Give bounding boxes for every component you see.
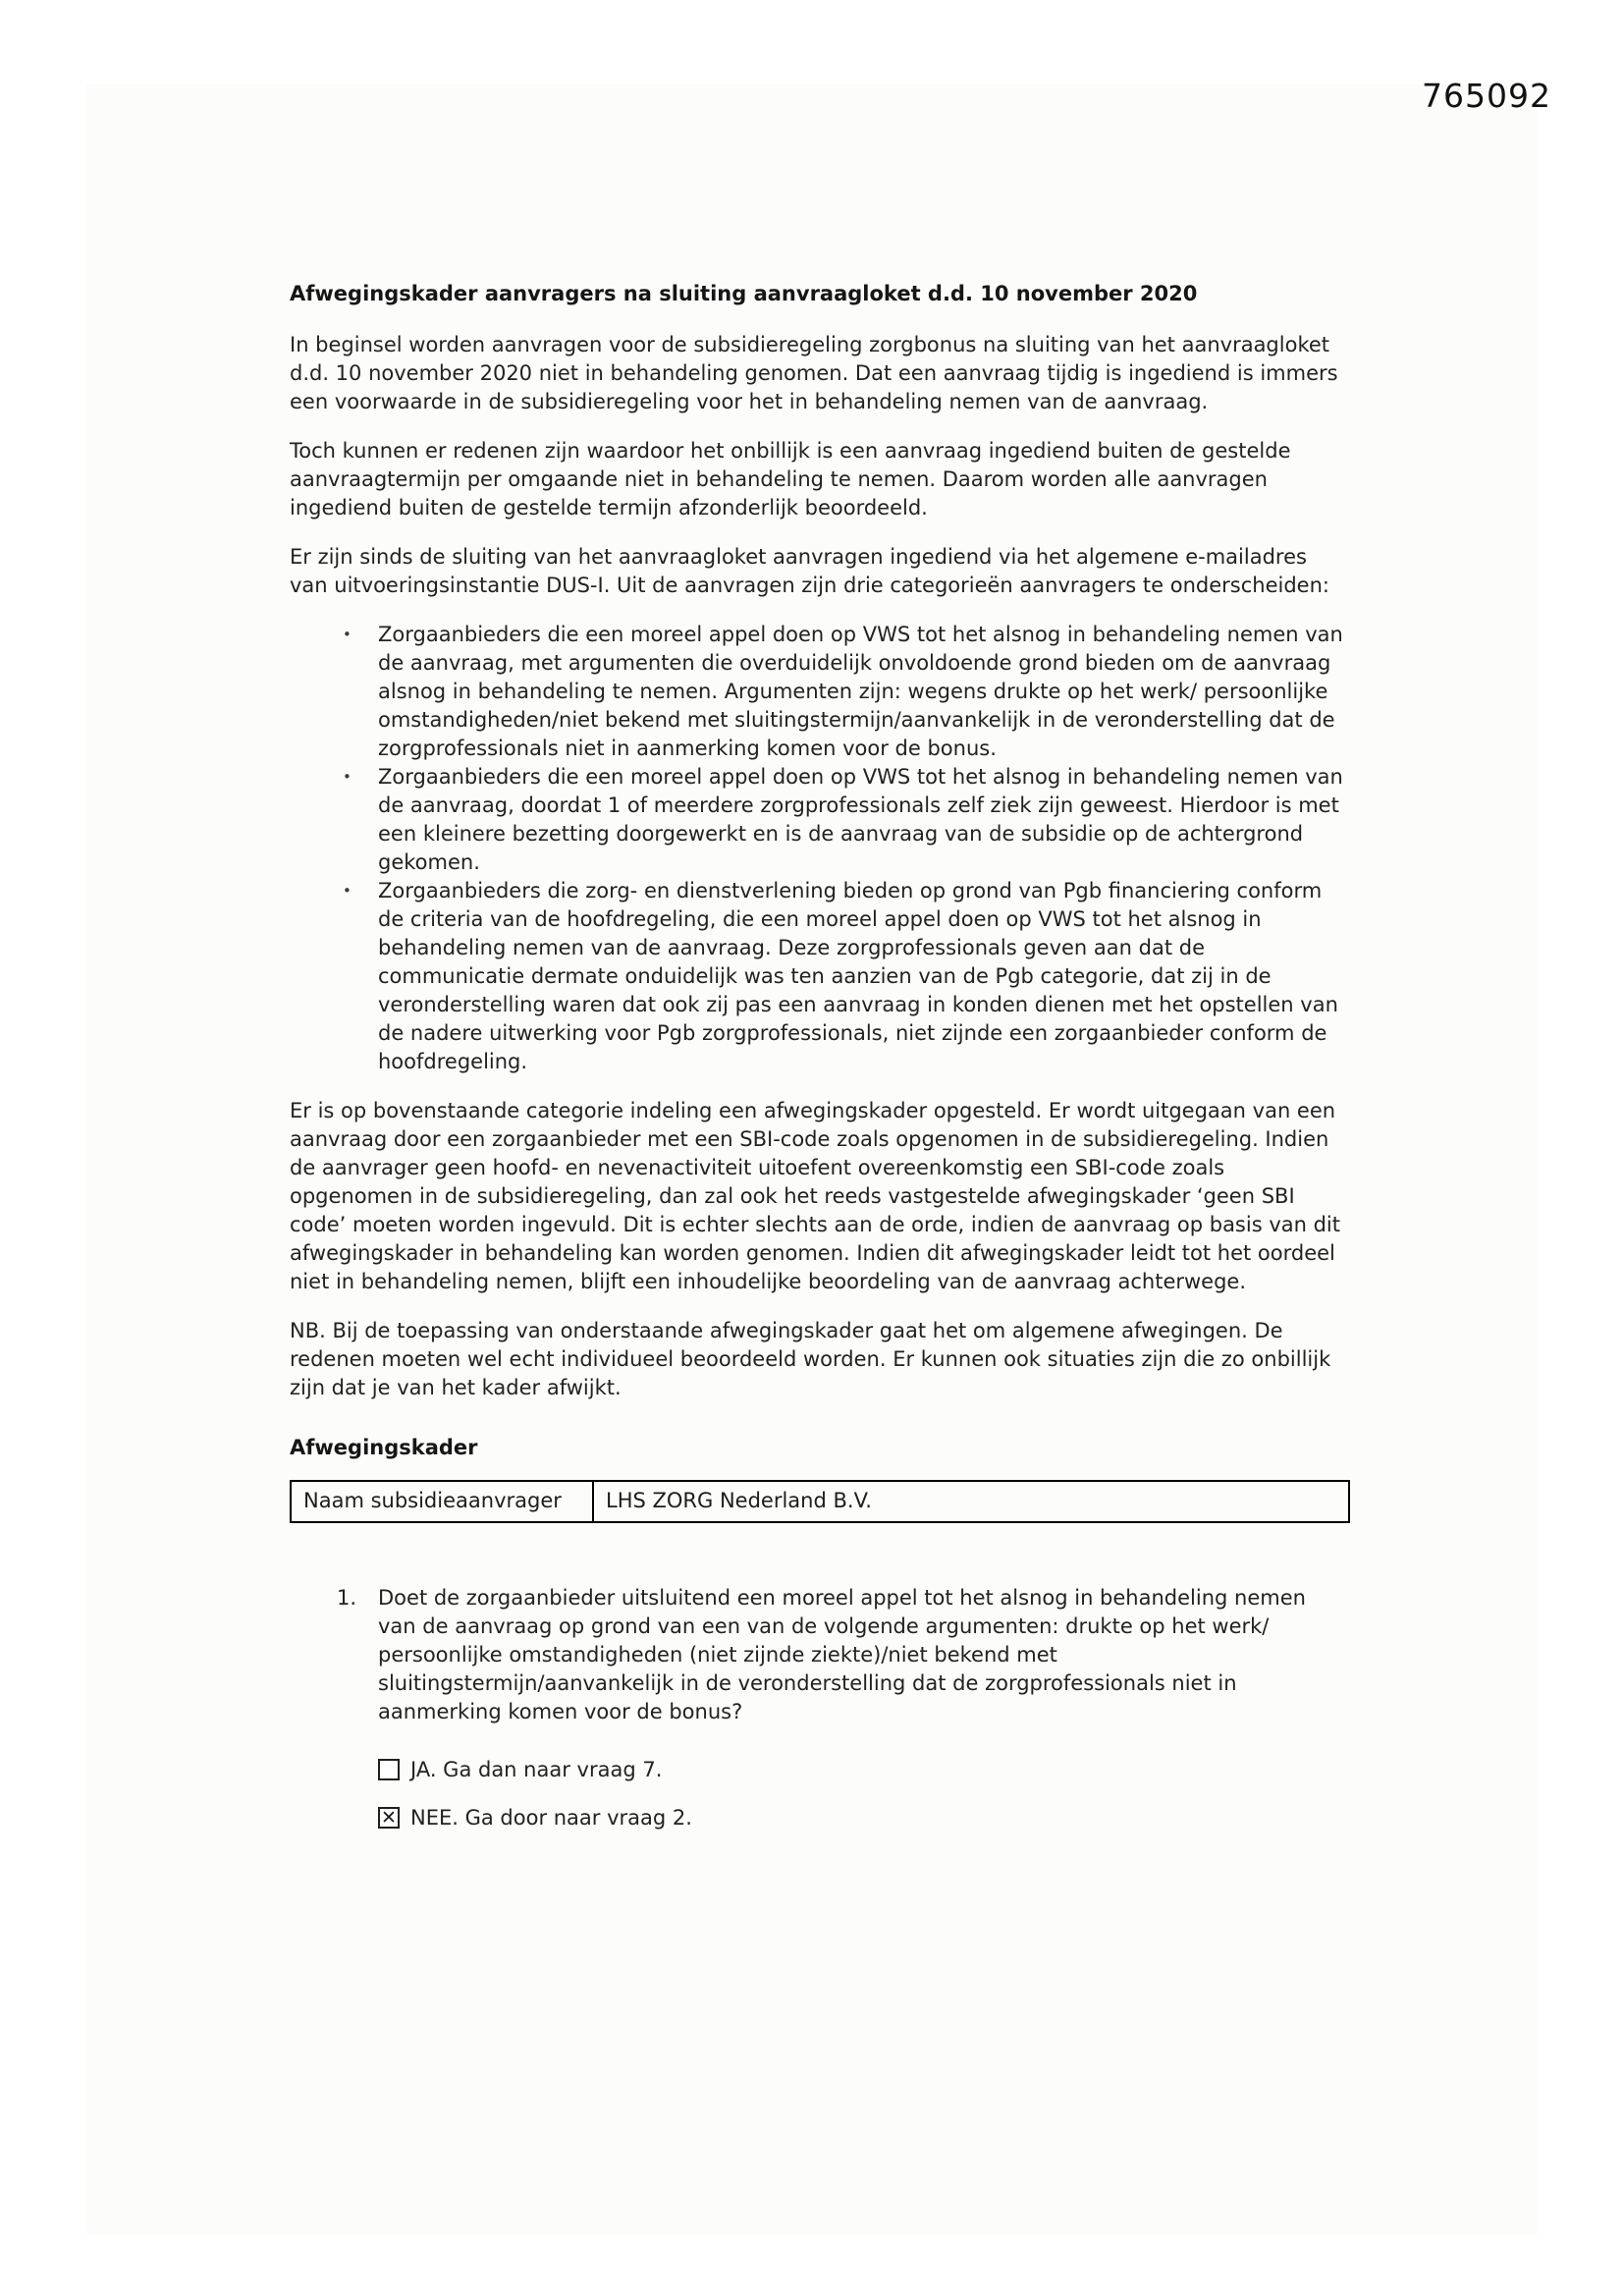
applicant-table [290, 1480, 1350, 1523]
bullet-icon: • [343, 768, 352, 786]
answer-option-ja [378, 1756, 1350, 1784]
section-heading: Afwegingskader [290, 1436, 478, 1459]
document-content [290, 280, 1350, 1852]
table-row [291, 1481, 1349, 1522]
list-item-text: Zorgaanbieders die zorg- en dienstverlening bieden op grond van Pgb financiering conform de criteria van de hoofdregeling, die een moreel appel doen op VWS tot het alsnog in behandeling nemen van de aanvraag. Deze zorgprofessionals geven aan dat de communicatie dermate onduidelijk was ten aanzien van de Pgb categorie, dat zij in de veronderstelling waren dat ook zij pas een aanvraag in konden dienen met het opstellen van de nadere uitwerking voor Pgb zorgprofessionals, niet zijnde een zorgaanbieder conform de hoofdregeling. [378, 879, 1338, 1073]
answer-label-nee: NEE. Ga door naar vraag 2. [410, 1806, 692, 1830]
question-1 [337, 1584, 1350, 1852]
category-list [290, 621, 1350, 1076]
paragraph-intro-2: Toch kunnen er redenen zijn waardoor het onbillijk is een aanvraag ingediend buiten de gestelde aanvraagtermijn per omgaande niet in behandeling te nemen. Daarom worden alle aanvragen ingediend buiten de gestelde termijn afzonderlijk beoordeeld. [290, 439, 1291, 519]
list-item [290, 877, 1350, 1076]
bullet-icon: • [343, 882, 352, 900]
checkbox-checked-icon[interactable] [378, 1807, 400, 1829]
list-item-text: Zorgaanbieders die een moreel appel doen op VWS tot het alsnog in behandeling nemen van de aanvraag, met argumenten die overduidelijk onvoldoende grond bieden om de aanvraag alsnog in behandeling te nemen. Argumenten zijn: wegens drukte op het werk/ persoonlijke omstandigheden/niet bekend met sluitingstermijn/aanvankelijk in de veronderstelling dat de zorgprofessionals niet in aanmerking komen voor de bonus. [378, 623, 1343, 760]
question-body [378, 1584, 1350, 1852]
question-text: Doet de zorgaanbieder uitsluitend een moreel appel tot het alsnog in behandeling nemen van de aanvraag op grond van een van de volgende argumenten: drukte op het werk/ persoonlijke omstandigheden (niet zijnde ziekte)/niet bekend met sluitingstermijn/aanvankelijk in de veronderstelling dat de zorgprofessionals niet in aanmerking komen voor de bonus? [378, 1586, 1306, 1723]
answer-option-nee [378, 1804, 1350, 1832]
list-item-text: Zorgaanbieders die een moreel appel doen op VWS tot het alsnog in behandeling nemen van de aanvraag, doordat 1 of meerdere zorgprofessionals zelf ziek zijn geweest. Hierdoor is met een kleinere bezetting doorgewerkt en is de aanvraag van de subsidie op de achtergrond gekomen. [378, 765, 1343, 874]
table-label-cell: Naam subsidieaanvrager [291, 1481, 593, 1522]
document-title: Afwegingskader aanvragers na sluiting aanvraagloket d.d. 10 november 2020 [290, 282, 1198, 305]
list-item [290, 621, 1350, 763]
paragraph-intro-3: Er zijn sinds de sluiting van het aanvraagloket aanvragen ingediend via het algemene e-mailadres van uitvoeringsinstantie DUS-I. Uit de aanvragen zijn drie categorieën aanvragers te onderscheiden: [290, 545, 1329, 597]
paragraph-closing-1: Er is op bovenstaande categorie indeling een afwegingskader opgesteld. Er wordt uitgegaan van een aanvraag door een zorgaanbieder met een SBI-code zoals opgenomen in de subsidieregeling. Indien de aanvrager geen hoofd- en nevenactiviteit uitoefent overeenkomstig een SBI-code zoals opgenomen in de subsidieregeling, dan zal ook het reeds vastgestelde afwegingskader ‘geen SBI code’ moeten worden ingevuld. Dit is echter slechts aan de orde, indien de aanvraag op basis van dit afwegingskader in behandeling kan worden genomen. Indien dit afwegingskader leidt tot het oordeel niet in behandeling nemen, blijft een inhoudelijke beoordeling van de aanvraag achterwege. [290, 1099, 1341, 1293]
bullet-icon: • [343, 626, 352, 643]
paragraph-intro-1: In beginsel worden aanvragen voor de subsidieregeling zorgbonus na sluiting van het aanvraagloket d.d. 10 november 2020 niet in behandeling genomen. Dat een aanvraag tijdig is ingediend is immers een voorwaarde in de subsidieregeling voor het in behandeling nemen van de aanvraag. [290, 333, 1338, 413]
paragraph-closing-2: NB. Bij de toepassing van onderstaande afwegingskader gaat het om algemene afwegingen. De redenen moeten wel echt individueel beoordeeld worden. Er kunnen ook situaties zijn die zo onbillijk zijn dat je van het kader afwijkt. [290, 1319, 1331, 1399]
answer-label-ja: JA. Ga dan naar vraag 7. [410, 1758, 663, 1781]
question-number: 1. [337, 1586, 357, 1610]
x-mark-icon: ✕ [381, 1806, 397, 1829]
table-value-cell: LHS ZORG Nederland B.V. [593, 1481, 1349, 1522]
checkbox-empty-icon[interactable] [378, 1759, 400, 1780]
list-item [290, 763, 1350, 877]
page-number: 765092 [1422, 77, 1551, 115]
